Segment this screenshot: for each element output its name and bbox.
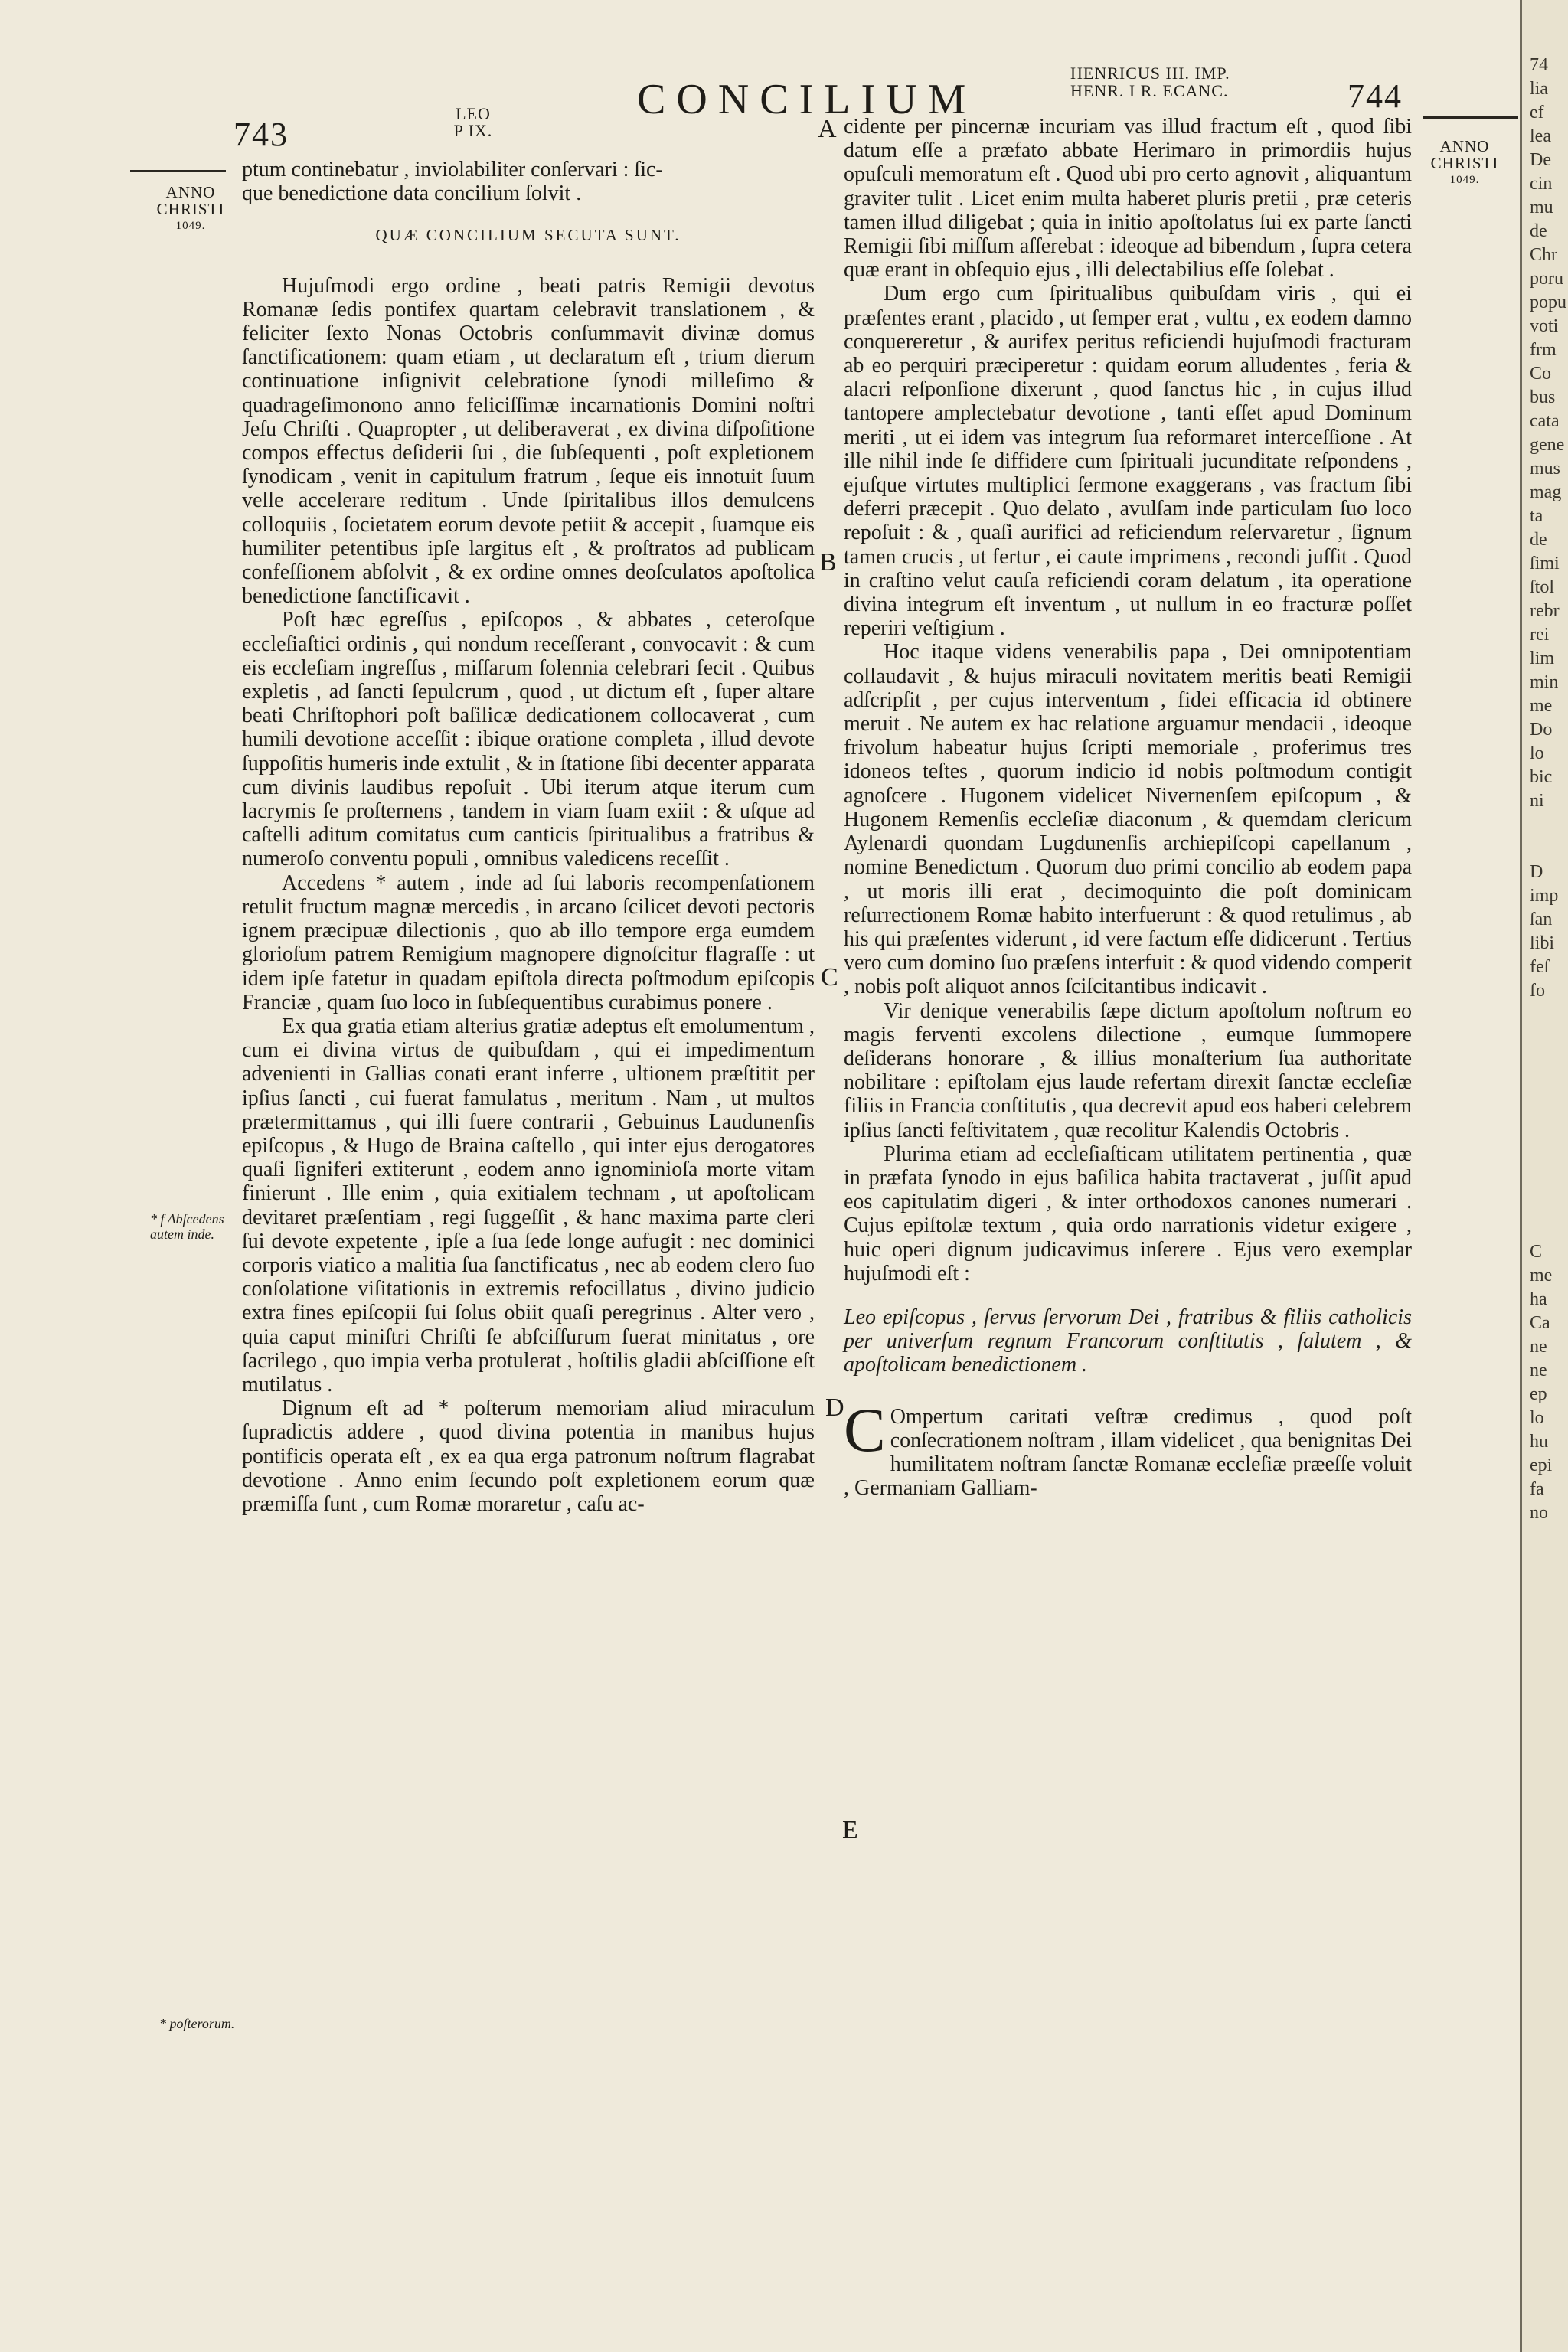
drop-cap: C bbox=[844, 1394, 886, 1465]
right-paragraph-3: Vir denique venerabilis ſæpe dictum apoſtolum noſtrum eo magis ferventi excolens dilectione , eumque ſummopere deſiderans honorare , & illius monaſterium ſua authoritate nobilitare : epiſtolam ejus laude refertam direxit ſanctæ eccleſiæ filiis in Francia conſtitutis , qua decrevit apud eos haberi celebrem ipſius ſancti feſtivitatem , quæ recolitur Kalendis Octobris . bbox=[844, 998, 1412, 1142]
note-abscedens bbox=[150, 1211, 224, 1242]
right-anno: ANNO bbox=[1439, 137, 1490, 155]
right-anno-christi bbox=[1423, 138, 1507, 188]
marker-c: C bbox=[821, 963, 838, 991]
right-paragraph-2: Hoc itaque videns venerabilis papa , Dei omnipotentiam collaudavit , & hujus miraculi novitatem meritis beati Remigii adſcripſit , per cujus interventum , fidei efficacia id obtinere meruit . Ne autem ex hac relatione arguamur mendacii , ideoque frivolum habeatur hujus ſcripti memoriale , proferimus tres idoneos teſtes , quorum indicio id nobis poſtmodum contigit agnoſcere . Hugonem videlicet Nivernenſem epiſcopum , & Hugonem Remenſis eccleſiæ diaconum , & quemdam clericum Aylenardi quondam Lugdunenſis archiepiſcopi capellanum , nomine Benedictum . Quorum duo primi concilio ab eodem papa , ut moris illi erat , decimoquinto die poſt dominicam reſurrectionem Romæ habito interfuerunt : & quod retulimus , ab his qui præſentes viderunt , id vere factum eſſe didicerunt . Tertius vero cum domino ſuo præſens interfuit : & quod videndo comperit , nobis poſt aliquot annos ſciſcitantibus indicavit . bbox=[844, 640, 1412, 999]
marker-d: D bbox=[825, 1393, 844, 1422]
left-margin-rule bbox=[130, 170, 226, 172]
note-abscedens-line-2: autem inde. bbox=[150, 1227, 214, 1242]
right-year: 1049. bbox=[1449, 174, 1480, 186]
header-leo-top: LEO bbox=[456, 104, 491, 123]
note-abscedens-line-1: * f Abſcedens bbox=[150, 1211, 224, 1227]
left-column bbox=[242, 158, 815, 1516]
note-posterorum: * poſterorum. bbox=[159, 2016, 235, 2031]
header-henricus bbox=[1070, 64, 1230, 100]
right-christi: CHRISTI bbox=[1430, 154, 1499, 172]
marker-a: A bbox=[818, 115, 837, 143]
header-henricus-top: HENRICUS III. IMP. bbox=[1070, 64, 1230, 83]
right-column bbox=[844, 115, 1412, 1500]
left-paragraph-5: Dignum eſt ad * poſterum memoriam aliud miraculum ſupradictis addere , quod divina potentia in manibus hujus pontificis operata eſt , ex ea qua erga patronum noſtrum flagrabat devotione . Anno enim ſecundo poſt expletionem eorum quæ præmiſſa ſunt , cum Romæ moraretur , caſu ac- bbox=[242, 1396, 815, 1516]
left-paragraph-2: Poſt hæc egreſſus , epiſcopos , & abbates , ceteroſque eccleſiaſtici ordinis , qui nondum receſſerant , convocavit : & cum eis eccleſiam ingreſſus , miſſarum ſolennia celebrari fecit . Quibus expletis , ad ſancti ſepulcrum , quod , ut dictum eſt , ſuper altare beati Chriſtophori poſt baſilicæ dedicationem collocaverat , cum humili devotione acceſſit : ibique oratione completa , illud devote ſuppoſitis humeris inde extulit , & in ſtatione ſibi decenter apparata cum divinis laudibus repoſuit . Ubi iterum atque iterum cum lacrymis ſe proſternens , tandem in viam ſuam exiit : & uſque ad caſtelli aditum comitatus cum canticis ſpiritualibus a fratribus & numeroſo conventu populi , omnibus valedicens receſſit . bbox=[242, 608, 815, 871]
left-paragraph-1: Hujuſmodi ergo ordine , beati patris Remigii devotus Romanæ ſedis pontifex quartam celebravit translationem , & feliciter ſexto Nonas Octobris conſummavit divinæ domus ſanctificationem: quam etiam , ut declaratum eſt , trium dierum continuatione inſignivit celebratione ſynodi milleſimo & quadrageſimonono anno feliciſſimæ incarnationis Domini noſtri Jeſu Chriſti . Quapropter , ut deliberaverat , ex divina diſpoſitione compos effectus deſiderii ſui , die ſubſequenti , poſt expletionem ſynodicam , venit in capitulum fratrum , ſeque eis innotuit ſuum velle accelerare reditum . Unde ſpiritalibus illos demulcens colloquiis , ſocietatem eorum devote petiit & accepit , ſuamque eis humiliter petentibus ipſe largitus eſt , & proſtratos ad publicam confeſſionem abſolvit , & ex ordine omnes deoſculatos apoſtolica benedictione ſanctificavit . bbox=[242, 273, 815, 609]
header-leo-bottom: P IX. bbox=[453, 121, 493, 140]
left-paragraph-4: Ex qua gratia etiam alterius gratiæ adeptus eſt emolumentum , cum ei divina virtus de quibuſdam , qui ei impedimentum advenienti in Gallias conati erant inferre , ultionem præſtitit per ipſius ſancti , cui fuerat famulatus , meritum . Nam , ut multos prætermittamus , qui illi fuere contrarii , Gebuinus Laudunenſis epiſcopus , & Hugo de Braina caſtello , qui inter ejus derogatores quaſi ſigniferi extiterunt , eodem anno ignominioſa morte vitam finierunt . Ille enim , quia exitialem technam , ut apoſtolicam devitaret præſentiam , regi ſuggeſſit , & hanc maxima parte cleri ſui devote expetente , ipſe a ſua ſede longe aufugit : nec dominici corporis viatico a malitia ſua ſanctificatus , nec ab eodem clero ſuo conſolatione viſitationis in extremis refocillatus , divino judicio extra fines epiſcopii ſui ſolus obiit quaſi peregrinus . Alter vero , quia caput miniſtri Chriſti ſe abſciſſurum fuerat minitatus , ore ſacrilego , quo impia verba protulerat , hoſtilis gladii abſciſſione eſt mutilatus . bbox=[242, 1014, 815, 1396]
header-henricus-bottom: HENR. I R. ECANC. bbox=[1070, 81, 1229, 100]
next-page-edge-text: 74 lia ef lea De cin mu de Chr poru popu voti frm Co bus cata gene mus mag ta de ſimi ſtol rebr rei lim min me Do lo bic ni D imp ſan libi feſ fo C me ha Ca ne ne ep lo hu epi fa no bbox=[1530, 55, 1566, 1523]
right-paragraph-0: cidente per pincernæ incuriam vas illud fractum eſt , quod ſibi datum eſſe a præfato abbate Herimaro in primordiis hujus opuſculi memoratum eſt . Quod ubi pro certo agnovit , aliquantum graviter tulit . Licet enim multa haberet pluris pretii , præ ceteris tamen illud diligebat ; quia in initio apoſtolatus ſui ex parte ſancti Remigii ſibi miſſum aſſerebat : ideoque ad bibendum , ſupra cetera quæ erant in obſequio ejus , illi delectabilius eſſe ſolebat . bbox=[844, 115, 1412, 283]
right-paragraph-1: Dum ergo cum ſpiritualibus quibuſdam viris , qui ei præſentes erant , placido , ut ſemper erat , vultu , ex eodem damno conquereretur , & aurifex peritus reficiendi hujuſmodi fracturam ab eo perquiri præciperetur : quidam eorum alludentes , feria & alacri reſponſione dixerunt , quod ſanctus hic , in cujus illud tantopere amplectebatur devotione , tanti eſſet apud Dominum meriti , ut ei idem vas integrum ſua reformaret interceſſione . At ille nihil inde ſe diffidere cum ſpirituali jucunditate reſpondens , ejuſque virtutes multiplici ſermone exaggerans , vas fractum ſibi deferri præcepit . Quo delato , avulſam inde particulam ſuo loco repoſuit : & , quaſi aurifici ad reficiendum reſervaretur , ſignum tamen crucis , ut fertur , ei caute imprimens , recondi juſſit . Quod in craſtino velut cauſa reficiendi coram delatum , ita operatione divina integrum eſt inventum , ut nullum in eo fracturæ poſſet reperiri veſtigium . bbox=[844, 282, 1412, 641]
right-paragraph-4: Plurima etiam ad eccleſiaſticam utilitatem pertinentia , quæ in præfata ſynodo in ejus baſilica habita tractaverat , juſſit apud eos capitulatim digeri , & inter orthodoxos canones numerari . Cujus epiſtolæ textum , quia ordo narrationis videtur exigere , huic operi dignum judicavimus inſerere . Ejus vero exemplar hujuſmodi eſt : bbox=[844, 1142, 1412, 1285]
left-page-number: 743 bbox=[234, 116, 289, 153]
left-anno: ANNO bbox=[165, 183, 216, 201]
left-opening-line-2: que benedictione data concilium ſolvit . bbox=[242, 181, 582, 206]
letter-salutation: Leo epiſcopus , ſervus ſervorum Dei , fratribus & filiis catholicis per univerſum regnum Francorum conſtitutis , ſalutem , & apoſtolicam benedictionem . bbox=[844, 1305, 1412, 1377]
right-page-number: 744 bbox=[1348, 77, 1403, 115]
section-heading: QUÆ CONCILIUM SECUTA SUNT. bbox=[375, 226, 681, 245]
next-page-edge bbox=[1520, 0, 1568, 2352]
left-anno-christi bbox=[149, 184, 233, 234]
left-paragraph-3: Accedens * autem , inde ad ſui laboris recompenſationem retulit fructum magnæ mercedis , in arcano ſcilicet devoti pectoris ignem præcipuæ dilectionis , quo ab illo tempore erga eumdem glorioſum patrem Remigium magnopere dignoſcitur flagraſſe : ut idem ipſe fatetur in quadam epiſtola directa poſtmodum epiſcopis Franciæ , quam ſuo loco in ſubſequentibus curabimus ponere . bbox=[242, 871, 815, 1014]
marker-b: B bbox=[819, 548, 837, 577]
left-christi: CHRISTI bbox=[156, 200, 225, 218]
left-year: 1049. bbox=[175, 220, 206, 232]
letter-opening bbox=[844, 1394, 1412, 1501]
letter-opening-text: Ompertum caritati veſtræ credimus , quod poſt conſecrationem noſtram , illam videlicet , qua benignitas Dei humilitatem noſtram ſanctæ Romanæ eccleſiæ præeſſe voluit , Germaniam Galliam- bbox=[844, 1404, 1412, 1501]
header-leo bbox=[443, 106, 504, 139]
left-opening-line-1: ptum continebatur , inviolabiliter conſervari : ſic- bbox=[242, 158, 663, 181]
right-margin-rule bbox=[1423, 116, 1518, 119]
page-title: CONCILIUM bbox=[637, 76, 977, 123]
marker-e: E bbox=[842, 1816, 858, 1844]
